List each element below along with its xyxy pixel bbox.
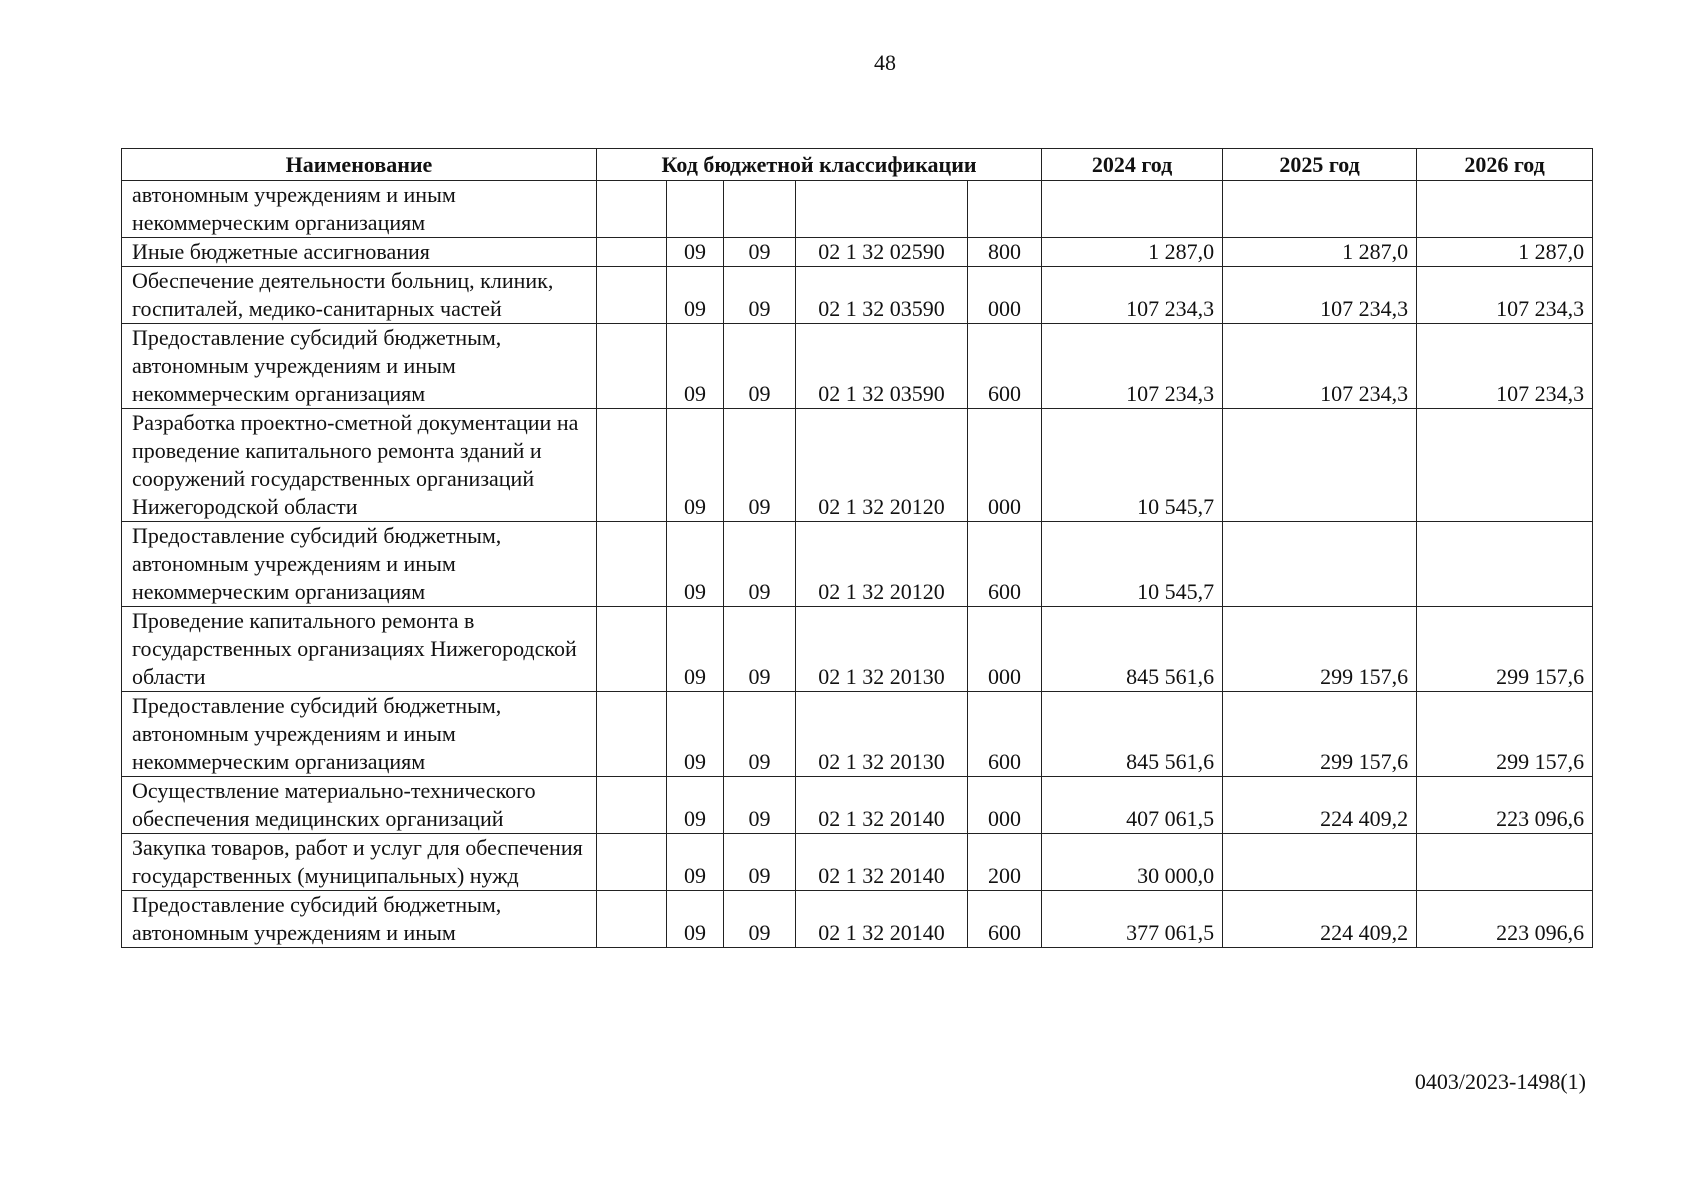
value-2026: 107 234,3 [1417, 267, 1593, 324]
value-2026: 223 096,6 [1417, 891, 1593, 948]
code-target-article: 02 1 32 20120 [796, 522, 968, 607]
value-2025: 107 234,3 [1223, 267, 1417, 324]
header-name: Наименование [122, 149, 597, 181]
table-row [122, 267, 1593, 324]
code-target-article: 02 1 32 02590 [796, 238, 968, 267]
row-name: Закупка товаров, работ и услуг для обеспечения государственных (муниципальных) нужд [122, 834, 597, 891]
value-2025: 1 287,0 [1223, 238, 1417, 267]
value-2025 [1223, 522, 1417, 607]
table-row [122, 891, 1593, 948]
value-2024: 1 287,0 [1042, 238, 1223, 267]
code-expense-type: 000 [968, 267, 1042, 324]
code-cell [597, 692, 667, 777]
value-2024: 845 561,6 [1042, 607, 1223, 692]
code-expense-type: 200 [968, 834, 1042, 891]
code-section: 09 [667, 238, 724, 267]
code-section [667, 181, 724, 238]
value-2026: 299 157,6 [1417, 692, 1593, 777]
table-row [122, 834, 1593, 891]
value-2026 [1417, 181, 1593, 238]
header-code: Код бюджетной классификации [597, 149, 1042, 181]
value-2024: 107 234,3 [1042, 324, 1223, 409]
code-expense-type: 000 [968, 777, 1042, 834]
value-2025 [1223, 834, 1417, 891]
table-row [122, 522, 1593, 607]
code-subsection: 09 [724, 267, 796, 324]
value-2025 [1223, 409, 1417, 522]
value-2024: 107 234,3 [1042, 267, 1223, 324]
code-subsection: 09 [724, 777, 796, 834]
value-2024: 30 000,0 [1042, 834, 1223, 891]
code-cell [597, 834, 667, 891]
code-expense-type: 600 [968, 692, 1042, 777]
header-row [122, 149, 1593, 181]
code-subsection: 09 [724, 409, 796, 522]
code-section: 09 [667, 891, 724, 948]
row-name: Проведение капитального ремонта в государственных организациях Нижегородской области [122, 607, 597, 692]
value-2026: 299 157,6 [1417, 607, 1593, 692]
value-2024 [1042, 181, 1223, 238]
code-subsection [724, 181, 796, 238]
code-expense-type: 600 [968, 324, 1042, 409]
value-2026 [1417, 834, 1593, 891]
table-row [122, 607, 1593, 692]
code-section: 09 [667, 777, 724, 834]
code-cell [597, 238, 667, 267]
value-2024: 377 061,5 [1042, 891, 1223, 948]
code-subsection: 09 [724, 891, 796, 948]
value-2024: 845 561,6 [1042, 692, 1223, 777]
value-2025: 107 234,3 [1223, 324, 1417, 409]
value-2024: 10 545,7 [1042, 522, 1223, 607]
header-2024: 2024 год [1042, 149, 1223, 181]
code-target-article: 02 1 32 20140 [796, 777, 968, 834]
value-2025: 299 157,6 [1223, 692, 1417, 777]
row-name: Разработка проектно-сметной документации на проведение капитального ремонта зданий и сооружений государственных организаций Нижегородской области [122, 409, 597, 522]
code-section: 09 [667, 522, 724, 607]
code-subsection: 09 [724, 607, 796, 692]
code-cell [597, 409, 667, 522]
code-expense-type: 600 [968, 891, 1042, 948]
code-subsection: 09 [724, 834, 796, 891]
header-2025: 2025 год [1223, 149, 1417, 181]
code-section: 09 [667, 607, 724, 692]
row-name: Предоставление субсидий бюджетным, автономным учреждениям и иным некоммерческим организациям [122, 692, 597, 777]
table-row [122, 777, 1593, 834]
value-2025: 224 409,2 [1223, 891, 1417, 948]
code-subsection: 09 [724, 238, 796, 267]
code-cell [597, 522, 667, 607]
row-name: Обеспечение деятельности больниц, клиник, госпиталей, медико-санитарных частей [122, 267, 597, 324]
table-row [122, 181, 1593, 238]
value-2024: 10 545,7 [1042, 409, 1223, 522]
code-section: 09 [667, 409, 724, 522]
value-2026 [1417, 522, 1593, 607]
value-2025: 299 157,6 [1223, 607, 1417, 692]
table-body [122, 181, 1593, 948]
code-cell [597, 267, 667, 324]
value-2026: 223 096,6 [1417, 777, 1593, 834]
header-2026: 2026 год [1417, 149, 1593, 181]
code-target-article: 02 1 32 20140 [796, 891, 968, 948]
code-target-article: 02 1 32 20120 [796, 409, 968, 522]
code-target-article: 02 1 32 20130 [796, 692, 968, 777]
code-cell [597, 324, 667, 409]
code-target-article: 02 1 32 20130 [796, 607, 968, 692]
row-name: Предоставление субсидий бюджетным, автономным учреждениям и иным некоммерческим организациям [122, 324, 597, 409]
code-target-article: 02 1 32 20140 [796, 834, 968, 891]
row-name: Иные бюджетные ассигнования [122, 238, 597, 267]
value-2025: 224 409,2 [1223, 777, 1417, 834]
code-target-article: 02 1 32 03590 [796, 267, 968, 324]
code-subsection: 09 [724, 324, 796, 409]
code-section: 09 [667, 267, 724, 324]
document-id: 0403/2023-1498(1) [1414, 1069, 1586, 1094]
code-expense-type: 000 [968, 607, 1042, 692]
row-name: Предоставление субсидий бюджетным, автономным учреждениям и иным некоммерческим организациям [122, 522, 597, 607]
code-section: 09 [667, 692, 724, 777]
value-2025 [1223, 181, 1417, 238]
table-row [122, 692, 1593, 777]
code-section: 09 [667, 834, 724, 891]
code-expense-type: 000 [968, 409, 1042, 522]
code-section: 09 [667, 324, 724, 409]
budget-table [121, 148, 1593, 948]
code-expense-type: 800 [968, 238, 1042, 267]
code-cell [597, 777, 667, 834]
value-2024: 407 061,5 [1042, 777, 1223, 834]
row-name: Предоставление субсидий бюджетным, автономным учреждениям и иным [122, 891, 597, 948]
table-row [122, 324, 1593, 409]
code-target-article: 02 1 32 03590 [796, 324, 968, 409]
code-cell [597, 181, 667, 238]
code-subsection: 09 [724, 692, 796, 777]
table-row [122, 409, 1593, 522]
value-2026 [1417, 409, 1593, 522]
table-row [122, 238, 1593, 267]
row-name: Осуществление материально-технического обеспечения медицинских организаций [122, 777, 597, 834]
code-cell [597, 891, 667, 948]
page-number: 48 [874, 50, 896, 75]
row-name: автономным учреждениям и иным некоммерческим организациям [122, 181, 597, 238]
value-2026: 1 287,0 [1417, 238, 1593, 267]
code-expense-type: 600 [968, 522, 1042, 607]
code-cell [597, 607, 667, 692]
code-subsection: 09 [724, 522, 796, 607]
value-2026: 107 234,3 [1417, 324, 1593, 409]
code-expense-type [968, 181, 1042, 238]
code-target-article [796, 181, 968, 238]
